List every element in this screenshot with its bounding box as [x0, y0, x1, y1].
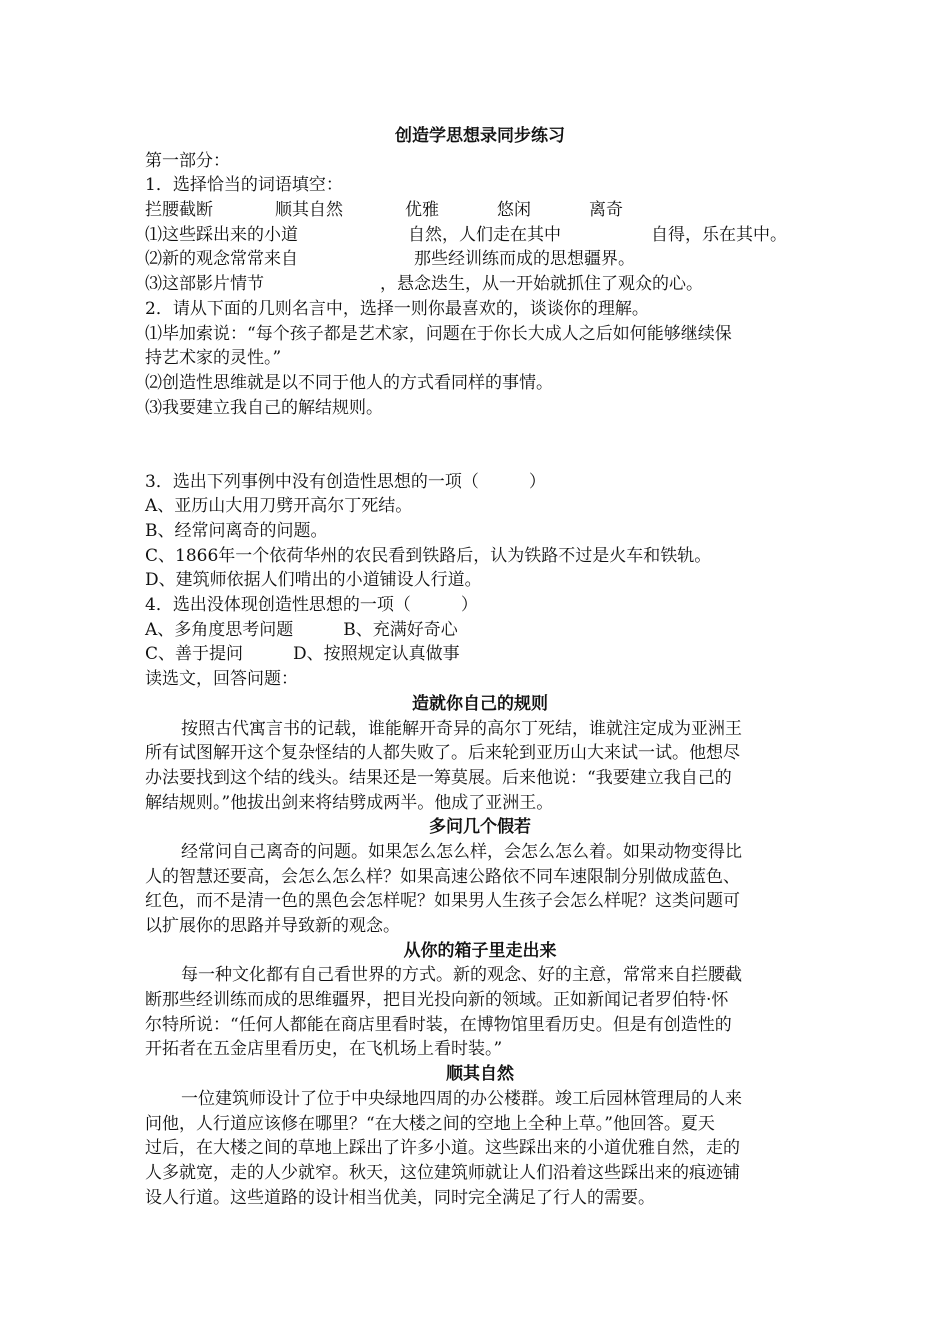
- paragraph-line: 人多就宽，走的人少就窄。秋天，这位建筑师就让人们沿着这些踩出来的痕迹铺: [145, 1162, 740, 1183]
- paragraph-line: 红色，而不是清一色的黑色会怎样呢？如果男人生孩子会怎么样呢？这类问题可: [145, 891, 740, 912]
- paragraph-line: 解结规则。”他拔出剑来将结劈成两半。他成了亚洲王。: [145, 792, 554, 813]
- part-label: 第一部分：: [145, 150, 230, 171]
- question-3-heading: [145, 470, 815, 495]
- paragraph-line: 办法要找到这个结的线头。结果还是一筹莫展。后来他说：“我要建立我自己的: [145, 767, 732, 788]
- question-1-heading: 1．选择恰当的词语填空：: [145, 175, 343, 196]
- fill-sentence-1: [145, 223, 815, 248]
- options-ab: [145, 618, 815, 643]
- quote-1-line-2: 持艺术家的灵性。”: [145, 348, 282, 369]
- paragraph-line: 所有试图解开这个复杂怪结的人都失败了。后来轮到亚历山大来试一试。他想尽: [145, 743, 740, 764]
- fill-sentence-2: [145, 247, 815, 272]
- word-bank-item: 顺其自然: [275, 200, 343, 221]
- sentence-text: ⑴这些踩出来的小道: [145, 224, 298, 245]
- question-text: 3．选出下列事例中没有创造性思想的一项（: [145, 471, 479, 492]
- paragraph-line: 问他，人行道应该修在哪里？“在大楼之间的空地上全种上草。”他回答。夏天: [145, 1113, 715, 1134]
- option-a: A、多角度思考问题: [145, 619, 294, 640]
- sentence-text: ⑵新的观念常常来自: [145, 249, 298, 270]
- option-b: B、经常问离奇的问题。: [145, 521, 328, 541]
- reading-intro: 读选文，回答问题：: [145, 669, 298, 690]
- quote-1-line-1: ⑴毕加索说：“每个孩子都是艺术家，问题在于你长大成人之后如何能够继续保: [145, 323, 732, 344]
- option-c: C、善于提问: [145, 644, 244, 665]
- quote-3: ⑶我要建立我自己的解结规则。: [145, 397, 383, 418]
- word-bank: [145, 198, 815, 223]
- option-a: A、亚历山大用刀劈开高尔丁死结。: [145, 496, 413, 517]
- sentence-text: 自得，乐在其中。: [651, 224, 787, 245]
- document-body: [145, 124, 815, 1210]
- paragraph-line: 经常问自己离奇的问题。如果怎么怎么样，会怎么怎么着。如果动物变得比: [181, 841, 742, 862]
- question-text: ）: [528, 471, 546, 492]
- sentence-text: ⑶这部影片情节: [145, 274, 264, 295]
- question-4-heading: [145, 593, 815, 618]
- section-heading: 造就你自己的规则: [412, 693, 548, 714]
- paragraph-line: 以扩展你的思路并导致新的观念。: [145, 916, 400, 936]
- paragraph-line: 按照古代寓言书的记载，谁能解开奇异的高尔丁死结，谁就注定成为亚洲王: [181, 718, 742, 739]
- page-title: 创造学思想录同步练习: [395, 126, 565, 146]
- option-b: B、充满好奇心: [343, 619, 458, 640]
- paragraph-line: 断那些经训练而成的思维疆界，把目光投向新的领域。正如新闻记者罗伯特·怀: [145, 990, 729, 1011]
- paragraph-line: 人的智慧还要高，会怎么怎么样？如果高速公路依不同车速限制分别做成蓝色、: [145, 866, 740, 887]
- paragraph-line: 过后，在大楼之间的草地上踩出了许多小道。这些踩出来的小道优雅自然，走的: [145, 1138, 740, 1159]
- option-d: D、按照规定认真做事: [293, 644, 460, 665]
- question-2-heading: 2．请从下面的几则名言中，选择一则你最喜欢的，谈谈你的理解。: [145, 298, 649, 319]
- answer-space: [145, 445, 815, 470]
- quote-2: ⑵创造性思维就是以不同于他人的方式看同样的事情。: [145, 372, 553, 393]
- paragraph-line: 一位建筑师设计了位于中央绿地四周的办公楼群。竣工后园林管理局的人来: [181, 1088, 742, 1109]
- question-text: ）: [460, 595, 478, 616]
- section-heading: 多问几个假若: [429, 817, 531, 838]
- sentence-text: 自然，人们走在其中: [408, 224, 561, 245]
- word-bank-item: 离奇: [589, 200, 623, 221]
- sentence-text: ，悬念迭生，从一开始就抓住了观众的心。: [380, 274, 703, 295]
- question-text: 4．选出没体现创造性思想的一项（: [145, 595, 411, 616]
- options-cd: [145, 642, 815, 667]
- option-c: C、1866年一个依荷华州的农民看到铁路后，认为铁路不过是火车和铁轨。: [145, 545, 712, 566]
- option-d: D、建筑师依据人们啃出的小道铺设人行道。: [145, 570, 482, 591]
- fill-sentence-3: [145, 272, 815, 297]
- word-bank-item: 拦腰截断: [145, 200, 213, 221]
- section-heading: 顺其自然: [446, 1064, 514, 1085]
- word-bank-item: 悠闲: [497, 200, 531, 221]
- answer-space: [145, 420, 815, 445]
- word-bank-item: 优雅: [405, 200, 439, 221]
- section-heading: 从你的箱子里走出来: [403, 940, 557, 961]
- paragraph-line: 设人行道。这些道路的设计相当优美，同时完全满足了行人的需要。: [145, 1187, 655, 1208]
- paragraph-line: 尔特所说：“任何人都能在商店里看时装，在博物馆里看历史。但是有创造性的: [145, 1014, 732, 1035]
- paragraph-line: 每一种文化都有自己看世界的方式。新的观念、好的主意，常常来自拦腰截: [181, 965, 742, 986]
- paragraph-line: 开拓者在五金店里看历史，在飞机场上看时装。”: [145, 1039, 503, 1060]
- sentence-text: 那些经训练而成的思想疆界。: [414, 249, 635, 270]
